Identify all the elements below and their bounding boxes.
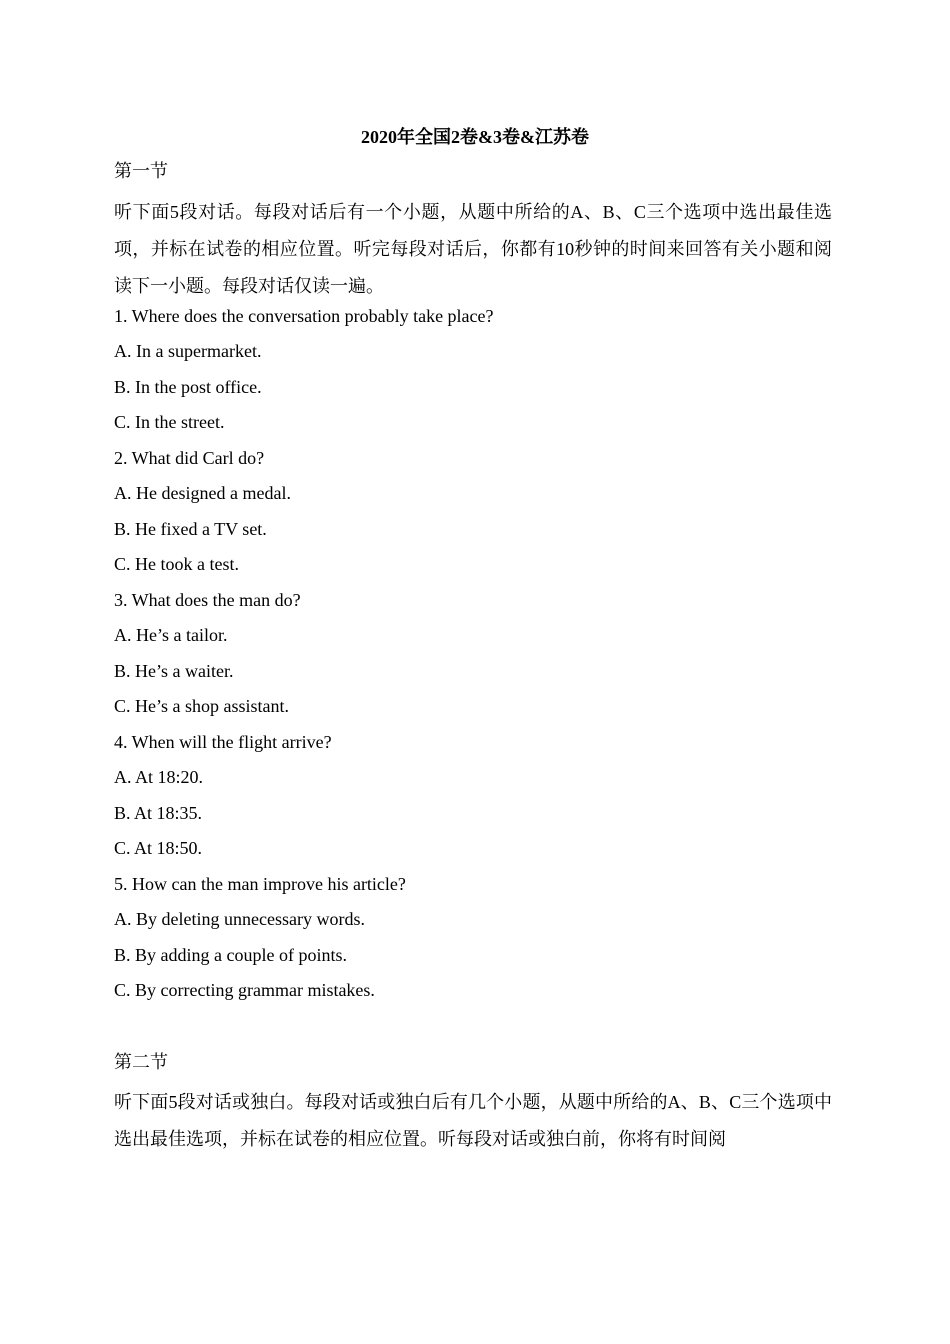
option-text: B. He fixed a TV set.: [114, 518, 267, 539]
section-spacer: [114, 1013, 832, 1049]
option-text: C. He’s a shop assistant.: [114, 696, 289, 716]
option-text: B. At 18:35.: [114, 802, 203, 823]
question-block: [114, 587, 832, 729]
section2-instructions: 听下面5段对话或独白。每段对话或独白后有几个小题，从题中所给的A、B、C三个选项中选出最佳选项，并标在试卷的相应位置。听每段对话或独白前，你将有时间阅: [114, 1092, 832, 1149]
question-text: 5. How can the man improve his article?: [114, 873, 406, 894]
option-text: A. By deleting unnecessary words.: [114, 909, 365, 929]
option-text: A. He’s a tailor.: [114, 625, 228, 645]
option-text: B. He’s a waiter.: [114, 660, 234, 681]
option-text: B. In the post office.: [114, 376, 262, 397]
option-text: C. At 18:50.: [114, 838, 203, 858]
document-body: [114, 158, 832, 1158]
option-text: B. By adding a couple of points.: [114, 944, 347, 965]
option-text: C. By correcting grammar mistakes.: [114, 980, 375, 1000]
question-block: [114, 871, 832, 1013]
question-text: 2. What did Carl do?: [114, 447, 265, 468]
section1-heading: 第一节: [114, 161, 168, 181]
question-block: [114, 445, 832, 587]
section2-heading: 第二节: [114, 1051, 168, 1072]
option-text: A. He designed a medal.: [114, 483, 291, 503]
question-block: [114, 729, 832, 871]
section1-instructions: 听下面5段对话。每段对话后有一个小题，从题中所给的A、B、C三个选项中选出最佳选项，并标在试卷的相应位置。听完每段对话后，你都有10秒钟的时间来回答有关小题和阅读下一小题。每段对话仅读一遍。: [114, 201, 832, 296]
option-text: C. He took a test.: [114, 554, 239, 574]
question-text: 4. When will the flight arrive?: [114, 731, 332, 752]
question-block: [114, 303, 832, 445]
document-title: 2020年全国2卷&3卷&江苏卷: [361, 127, 589, 147]
option-text: A. At 18:20.: [114, 767, 204, 787]
option-text: C. In the street.: [114, 412, 225, 432]
option-text: A. In a supermarket.: [114, 341, 262, 361]
question-text: 1. Where does the conversation probably take place?: [114, 305, 494, 326]
question-text: 3. What does the man do?: [114, 589, 301, 610]
